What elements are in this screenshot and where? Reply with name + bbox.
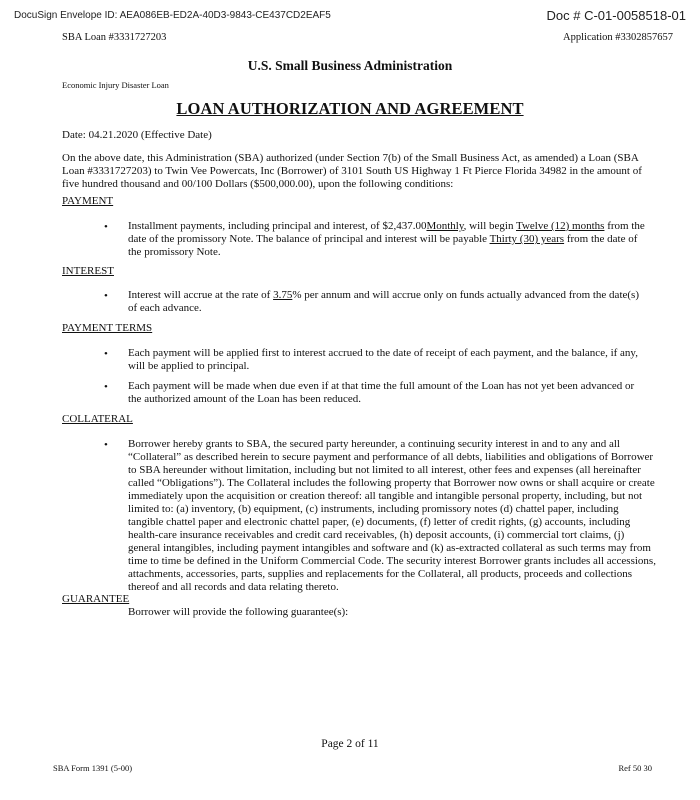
payment-text-4: from the date of the promissory Note. xyxy=(128,233,638,258)
payment-terms-item: Each payment will be applied first to interest accrued to the date of receipt of each payment, and the balance, if any, will be applied to principal. xyxy=(128,347,638,372)
interest-paragraph xyxy=(128,289,650,315)
payment-text-2: , will begin xyxy=(463,220,517,232)
payment-paragraph xyxy=(128,220,650,259)
application-number: Application #3302857657 xyxy=(563,32,673,43)
doc-number: Doc # C-01-0058518-01 xyxy=(546,8,686,23)
guarantee-text: Borrower will provide the following guarantee(s): xyxy=(128,606,349,618)
form-number: SBA Form 1391 (5-00) xyxy=(53,763,133,773)
bullet-icon: • xyxy=(104,381,108,393)
loan-number: SBA Loan #3331727203 xyxy=(62,32,167,43)
section-heading-guarantee: GUARANTEE xyxy=(62,593,130,605)
payment-terms-item: Each payment will be made when due even if at that time the full amount of the Loan has not yet been advanced or the authorized amount of the Loan has been reduced. xyxy=(128,380,635,405)
bullet-icon: • xyxy=(104,221,108,233)
section-heading-payment-terms: PAYMENT TERMS xyxy=(62,322,153,334)
agency-name: U.S. Small Business Administration xyxy=(247,58,453,73)
program-name: Economic Injury Disaster Loan xyxy=(62,80,169,90)
section-heading-payment: PAYMENT xyxy=(62,195,114,207)
payment-start: Twelve (12) months xyxy=(516,220,605,232)
effective-date: Date: 04.21.2020 (Effective Date) xyxy=(62,129,212,141)
document-title: LOAN AUTHORIZATION AND AGREEMENT xyxy=(176,99,524,118)
section-heading-collateral: COLLATERAL xyxy=(62,413,133,425)
payment-text-1: Installment payments, including principal and interest, of $2,437.00 xyxy=(128,220,427,232)
bullet-icon: • xyxy=(104,290,108,302)
bullet-icon: • xyxy=(104,439,108,451)
envelope-id: DocuSign Envelope ID: AEA086EB-ED2A-40D3-9843-CE437CD2EAF5 xyxy=(14,10,331,21)
reference-number: Ref 50 30 xyxy=(618,763,652,773)
interest-text-2: % per annum and will accrue only on funds actually advanced from the date(s) of each advance. xyxy=(128,289,639,314)
payment-frequency: Monthly xyxy=(426,220,464,232)
collateral-paragraph: Borrower hereby grants to SBA, the secured party hereunder, a continuing security interest in and to any and all “Collateral” as described herein to secure payment and performance of all debts, liabilities and obligations of Borrower to SBA hereunder without limitation, including but not limited to all interest, other fees and expenses (all hereinafter called “Obligations”). The Collateral includes the following property that Borrower now owns or shall acquire or create immediately upon the acquisition or creation thereof: all tangible and intangible personal property, including, but not limited to: (a) inventory, (b) equipment, (c) instruments, including promissory notes (d) chattel paper, including tangible chattel paper and electronic chattel paper, (e) documents, (f) letter of credit rights, (g) accounts, including health-care insurance receivables and credit card receivables, (h) deposit accounts, (i) commercial tort claims, (j) general intangibles, including payment intangibles and software and (k) as-extracted collateral as such terms may from time to time be defined in the Uniform Commercial Code. The security interest Borrower grants includes all accessions, attachments, accessories, parts, supplies and replacements for the Collateral, all products, proceeds and collections thereof and all records and data relating thereto. xyxy=(128,438,656,593)
payment-text-3: from the date of the promissory Note. The balance of principal and interest will be payable xyxy=(128,220,645,245)
section-heading-interest: INTEREST xyxy=(62,265,114,277)
bullet-icon: • xyxy=(104,348,108,360)
interest-rate: 3.75 xyxy=(273,289,293,301)
intro-paragraph: On the above date, this Administration (SBA) authorized (under Section 7(b) of the Small Business Act, as amended) a Loan (SBA Loan #3331727203) to Twin Vee Powercats, Inc (Borrower) of 3101 South US Highway 1 Ft Pierce Florida 34982 in the amount of five hundred thousand and 00/100 Dollars ($500,000.00), upon the following conditions: xyxy=(62,152,642,190)
page-number: Page 2 of 11 xyxy=(321,738,379,750)
payment-term: Thirty (30) years xyxy=(489,233,565,245)
interest-text-1: Interest will accrue at the rate of xyxy=(128,289,274,301)
